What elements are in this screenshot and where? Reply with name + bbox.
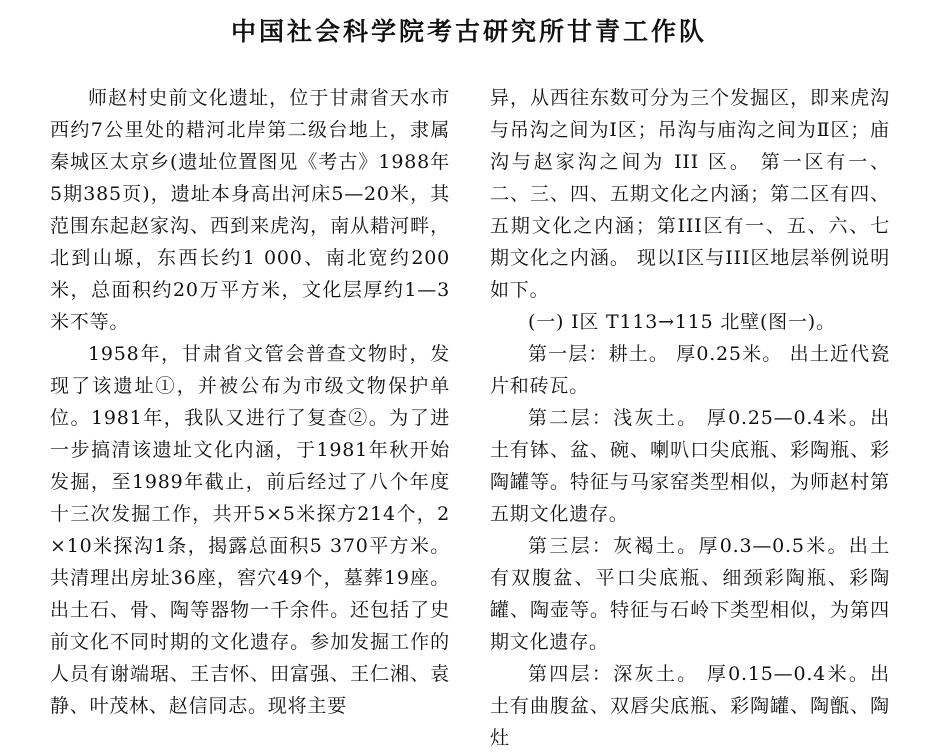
paragraph-excavation-areas: 异，从西往东数可分为三个发掘区，即来虎沟与吊沟之间为Ⅰ区；吊沟与庙沟之间为Ⅱ区；庙沟与赵家沟之间为 III 区。 第一区有一、二、三、四、五期文化之内涵；第二区有四、五期文化之内涵；第III区有一、五、六、七期文化之内涵。 现以Ⅰ区与III区地层举例说明如下。	[490, 87, 890, 301]
paragraph-excavation-history: 1958年，甘肃省文管会普查文物时，发现了该遗址①，并被公布为市级文物保护单位。1981年，我队又进行了复查②。为了进一步搞清该遗址文化内涵，于1981年秋开始发掘，至1989年截止，前后经过了八个年度十三次发掘工作，共开5×5米探方214个，2×10米探沟1条，揭露总面积5 370平方米。共清理出房址36座，窖穴49个，墓葬19座。出土石、骨、陶等器物一千余件。还包括了史前文化不同时期的文化遗存。参加发掘工作的人员有谢端琚、王吉怀、田富强、王仁湘、袁静、叶茂林、赵信同志。现将主要	[50, 343, 450, 717]
paragraph-layer-two: 第二层：浅灰土。 厚0.25—0.4米。出土有钵、盆、碗、喇叭口尖底瓶、彩陶瓶、彩陶罐等。特征与马家窑类型相似，为师赵村第五期文化遗存。	[490, 407, 890, 525]
paragraph-layer-one: 第一层：耕土。 厚0.25米。 出土近代瓷片和砖瓦。	[490, 343, 890, 397]
right-column	[490, 82, 890, 754]
left-column	[50, 82, 450, 722]
paragraph-site-location: 师赵村史前文化遗址，位于甘肃省天水市西约7公里处的耤河北岸第二级台地上，隶属秦城区太京乡(遗址位置图见《考古》1988年5期385页)，遗址本身高出河床5—20米，其范围东起赵家沟、西到来虎沟，南从耤河畔，北到山塬，东西长约1 000、南北宽约200米，总面积约20万平方米，文化层厚约1—3米不等。	[50, 87, 450, 333]
paragraph-layer-four: 第四层：深灰土。 厚0.15—0.4米。出土有曲腹盆、双唇尖底瓶、彩陶罐、陶甑、陶灶	[490, 663, 890, 749]
page-title: 中国社会科学院考古研究所甘青工作队	[230, 17, 707, 46]
section-heading-area-one: (一) Ⅰ区 T113→115 北壁(图一)。	[528, 311, 836, 333]
paragraph-layer-three: 第三层：灰褐土。厚0.3—0.5米。出土有双腹盆、平口尖底瓶、细颈彩陶瓶、彩陶罐、陶壶等。特征与石岭下类型相似，为第四期文化遗存。	[490, 535, 890, 653]
